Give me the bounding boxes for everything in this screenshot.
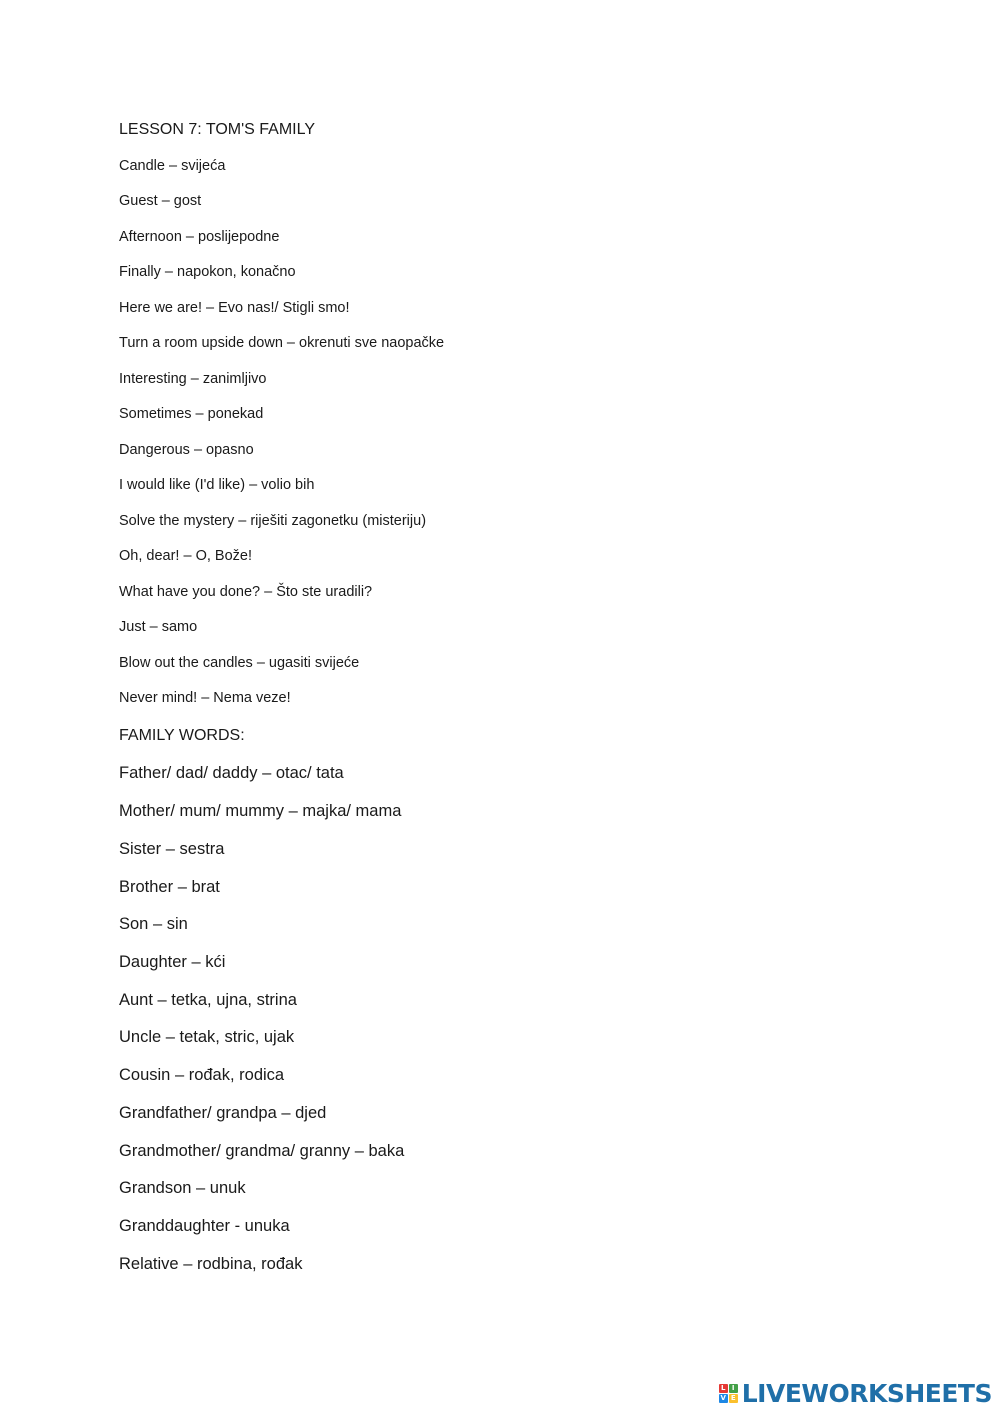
logo-letter: L: [719, 1384, 728, 1393]
liveworksheets-logo-icon: [719, 1384, 738, 1403]
family-word-item: Sister – sestra: [119, 840, 225, 858]
vocab-item: Oh, dear! – O, Bože!: [119, 548, 252, 564]
family-word-item: Grandmother/ grandma/ granny – baka: [119, 1142, 405, 1160]
liveworksheets-wordmark: LIVEWORKSHEETS: [741, 1378, 992, 1408]
vocab-item: Never mind! – Nema veze!: [119, 690, 291, 706]
vocab-item: Dangerous – opasno: [119, 442, 254, 458]
vocab-item: Just – samo: [119, 619, 198, 635]
vocab-item: Turn a room upside down – okrenuti sve naopačke: [119, 335, 445, 351]
vocab-item: Sometimes – ponekad: [119, 406, 264, 422]
vocab-item: Solve the mystery – riješiti zagonetku (misteriju): [119, 513, 427, 529]
vocab-item: What have you done? – Što ste uradili?: [119, 584, 373, 600]
vocab-item: Candle – svijeća: [119, 158, 226, 174]
family-word-item: Daughter – kći: [119, 953, 226, 971]
family-word-item: Relative – rodbina, rođak: [119, 1255, 303, 1273]
logo-letter: V: [720, 1393, 726, 1402]
family-word-item: Mother/ mum/ mummy – majka/ mama: [119, 802, 402, 820]
vocab-item: Guest – gost: [119, 193, 202, 209]
family-word-item: Cousin – rođak, rodica: [119, 1066, 285, 1084]
family-word-item: Grandfather/ grandpa – djed: [119, 1104, 327, 1122]
liveworksheets-branding[interactable]: [719, 1378, 992, 1408]
family-word-item: Uncle – tetak, stric, ujak: [119, 1028, 295, 1046]
family-words-heading: FAMILY WORDS:: [119, 727, 245, 744]
family-word-item: Granddaughter - unuka: [119, 1217, 290, 1235]
family-word-item: Grandson – unuk: [119, 1179, 246, 1197]
logo-letter: E: [729, 1394, 738, 1403]
vocab-item: Interesting – zanimljivo: [119, 371, 267, 387]
family-word-item: Brother – brat: [119, 878, 220, 896]
family-word-item: Aunt – tetka, ujna, strina: [119, 991, 297, 1009]
lesson-title: LESSON 7: TOM'S FAMILY: [119, 121, 316, 138]
family-word-item: Father/ dad/ daddy – otac/ tata: [119, 764, 344, 782]
vocab-item: Here we are! – Evo nas!/ Stigli smo!: [119, 300, 350, 316]
vocab-item: I would like (I'd like) – volio bih: [119, 477, 315, 493]
family-word-item: Son – sin: [119, 915, 188, 933]
vocab-item: Finally – napokon, konačno: [119, 264, 296, 280]
logo-letter: I: [729, 1384, 738, 1393]
vocab-item: Blow out the candles – ugasiti svijeće: [119, 655, 360, 671]
vocab-item: Afternoon – poslijepodne: [119, 229, 280, 245]
